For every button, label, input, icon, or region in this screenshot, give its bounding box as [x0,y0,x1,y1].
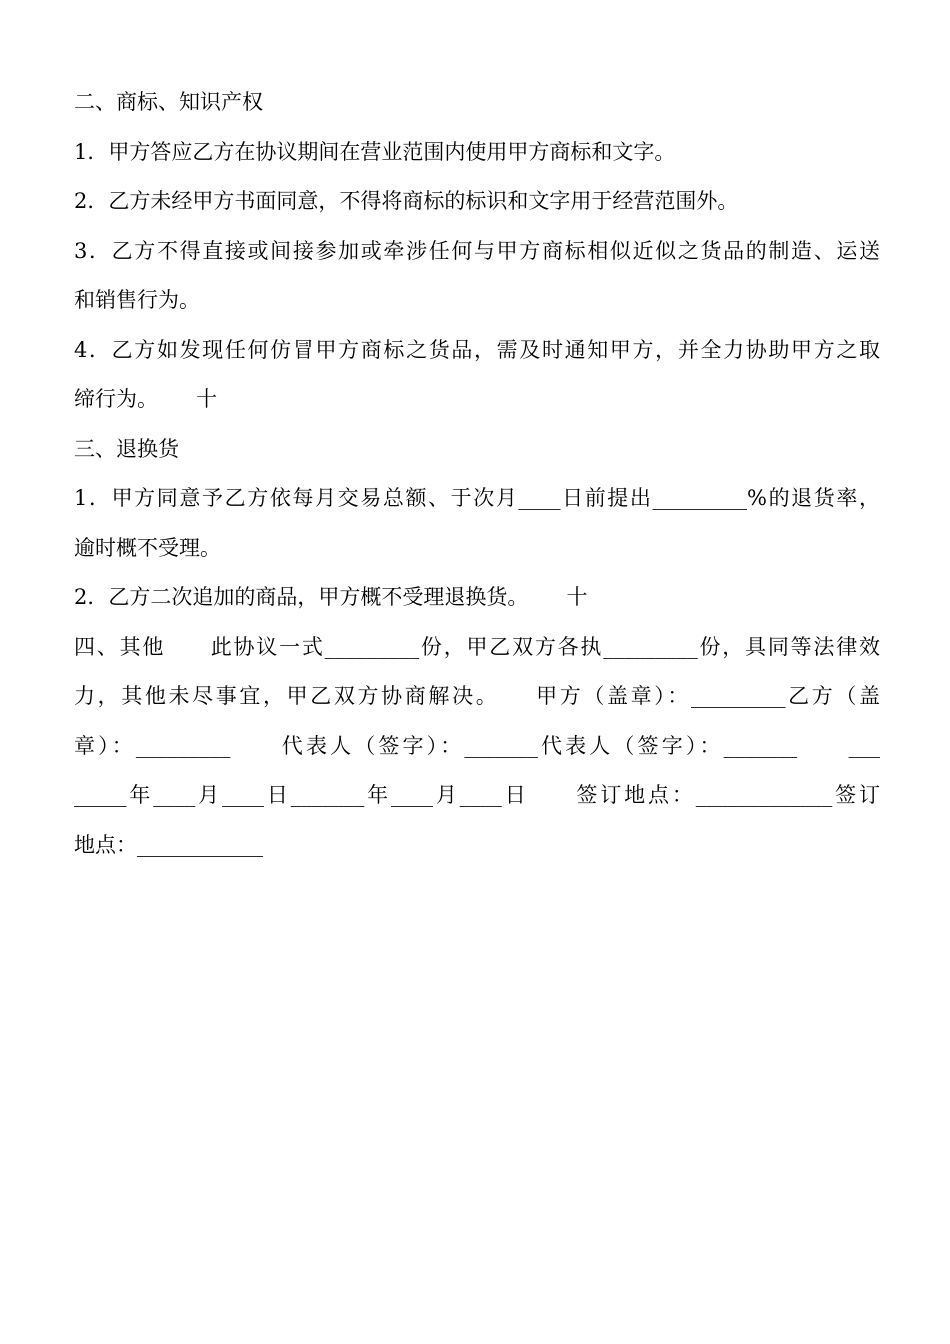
clause-2-3-line2: 和销售行为。 [74,288,200,312]
section-other-line1: 四、其他 此协议一式_________份，甲乙双方各执_________份，具同等法律效 [74,634,880,659]
clause-2-4-line1: 4．乙方如发现任何仿冒甲方商标之货品，需及时通知甲方，并全力协助甲方之取 [74,337,880,362]
clause-2-1: 1．甲方答应乙方在协议期间在营业范围内使用甲方商标和文字。 [74,139,676,164]
signature-line5: 地点：____________ [74,832,263,857]
clause-3-2: 2．乙方二次追加的商品，甲方概不受理退换货。 十 [74,585,588,609]
clause-3-1-line2: 逾时概不受理。 [74,535,221,560]
section-heading-returns: 三、退换货 [74,436,179,461]
clause-2-2: 2．乙方未经甲方书面同意，不得将商标的标识和文字用于经营范围外。 [74,189,739,213]
clause-2-4-line2: 缔行为。 十 [74,387,218,411]
section-heading-trademark: 二、商标、知识产权 [74,90,263,114]
signature-line3: 章）：_________ 代表人（签字）：_______代表人（签字）：_______ ___ [74,733,880,758]
clause-2-3-line1: 3．乙方不得直接或间接参加或牵涉任何与甲方商标相似近似之货品的制造、运送 [74,238,880,263]
clause-3-1-line1: 1．甲方同意予乙方依每月交易总额、于次月____日前提出_________%的退货率， [74,486,880,510]
section-other-line2: 力，其他未尽事宜，甲乙双方协商解决。 甲方（盖章）：_________乙方（盖 [74,684,880,708]
document-body [74,78,880,870]
signature-line4: _____年____月____日_______年____月____日 签订地点：_____________签订 [74,783,880,807]
